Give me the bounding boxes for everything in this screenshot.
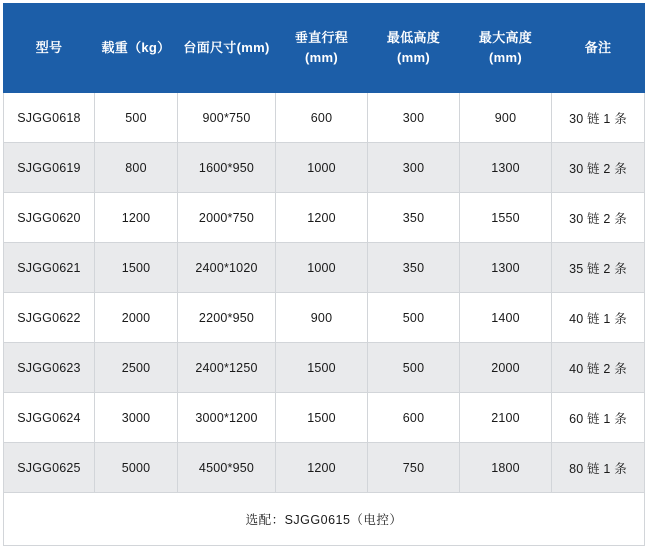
cell-platform-size: 2400*1250 [178, 343, 276, 393]
column-header-min-height-line-1: 最低高度 [386, 29, 441, 45]
cell-model: SJGG0618 [4, 93, 95, 143]
cell-model: SJGG0624 [4, 393, 95, 443]
cell-platform-size: 1600*950 [178, 143, 276, 193]
table-body [4, 93, 645, 546]
cell-model: SJGG0621 [4, 243, 95, 293]
cell-remarks: 30 链 2 条 [552, 193, 645, 243]
cell-min-height: 300 [368, 93, 460, 143]
optional-configuration-note: 选配：SJGG0615（电控） [4, 493, 645, 546]
cell-min-height: 750 [368, 443, 460, 493]
cell-max-height: 1550 [460, 193, 552, 243]
cell-vertical-travel: 1500 [276, 393, 368, 443]
column-header-remarks-line-1: 备注 [584, 39, 612, 55]
table-row [4, 293, 645, 343]
column-header-min-height-line-2: (mm) [397, 50, 430, 65]
cell-remarks: 30 链 2 条 [552, 143, 645, 193]
table-row [4, 443, 645, 493]
cell-vertical-travel: 600 [276, 93, 368, 143]
cell-max-height: 1400 [460, 293, 552, 343]
cell-remarks: 35 链 2 条 [552, 243, 645, 293]
table-row [4, 93, 645, 143]
table-row [4, 343, 645, 393]
column-header-vertical-travel-line-1: 垂直行程 [294, 29, 349, 45]
cell-model: SJGG0619 [4, 143, 95, 193]
cell-platform-size: 3000*1200 [178, 393, 276, 443]
table-row [4, 193, 645, 243]
cell-min-height: 350 [368, 243, 460, 293]
column-header-remarks [552, 4, 645, 93]
table-row [4, 143, 645, 193]
cell-vertical-travel: 1000 [276, 243, 368, 293]
cell-min-height: 350 [368, 193, 460, 243]
column-header-platform-size [178, 4, 276, 93]
cell-model: SJGG0622 [4, 293, 95, 343]
cell-platform-size: 4500*950 [178, 443, 276, 493]
column-header-max-height-line-1: 最大高度 [478, 29, 533, 45]
cell-platform-size: 2200*950 [178, 293, 276, 343]
cell-remarks: 80 链 1 条 [552, 443, 645, 493]
cell-vertical-travel: 1000 [276, 143, 368, 193]
cell-vertical-travel: 1500 [276, 343, 368, 393]
cell-platform-size: 2400*1020 [178, 243, 276, 293]
cell-remarks: 30 链 1 条 [552, 93, 645, 143]
column-header-load-capacity [95, 4, 178, 93]
column-header-load-capacity-line-1: 载重（kg） [101, 39, 171, 55]
cell-min-height: 500 [368, 343, 460, 393]
table-row [4, 393, 645, 443]
cell-vertical-travel: 900 [276, 293, 368, 343]
header-row [4, 4, 645, 93]
cell-max-height: 1300 [460, 243, 552, 293]
column-header-vertical-travel-line-2: (mm) [305, 50, 338, 65]
cell-load-capacity: 2500 [95, 343, 178, 393]
cell-model: SJGG0620 [4, 193, 95, 243]
column-header-platform-size-line-1: 台面尺寸(mm) [183, 39, 270, 55]
cell-min-height: 600 [368, 393, 460, 443]
table-header [4, 4, 645, 93]
table-row [4, 243, 645, 293]
cell-load-capacity: 3000 [95, 393, 178, 443]
cell-vertical-travel: 1200 [276, 443, 368, 493]
cell-platform-size: 900*750 [178, 93, 276, 143]
cell-max-height: 1800 [460, 443, 552, 493]
cell-vertical-travel: 1200 [276, 193, 368, 243]
cell-platform-size: 2000*750 [178, 193, 276, 243]
column-header-model-line-1: 型号 [35, 39, 63, 55]
cell-min-height: 300 [368, 143, 460, 193]
column-header-max-height [460, 4, 552, 93]
cell-load-capacity: 800 [95, 143, 178, 193]
cell-model: SJGG0625 [4, 443, 95, 493]
cell-load-capacity: 2000 [95, 293, 178, 343]
cell-max-height: 2100 [460, 393, 552, 443]
column-header-vertical-travel [276, 4, 368, 93]
cell-load-capacity: 1200 [95, 193, 178, 243]
cell-load-capacity: 500 [95, 93, 178, 143]
cell-load-capacity: 1500 [95, 243, 178, 293]
cell-max-height: 900 [460, 93, 552, 143]
table-footer-row [4, 493, 645, 546]
lift-table-specification-table [3, 3, 645, 546]
cell-max-height: 1300 [460, 143, 552, 193]
cell-load-capacity: 5000 [95, 443, 178, 493]
cell-remarks: 40 链 2 条 [552, 343, 645, 393]
column-header-max-height-line-2: (mm) [489, 50, 522, 65]
cell-model: SJGG0623 [4, 343, 95, 393]
column-header-model [4, 4, 95, 93]
cell-max-height: 2000 [460, 343, 552, 393]
cell-remarks: 40 链 1 条 [552, 293, 645, 343]
column-header-min-height [368, 4, 460, 93]
cell-remarks: 60 链 1 条 [552, 393, 645, 443]
cell-min-height: 500 [368, 293, 460, 343]
